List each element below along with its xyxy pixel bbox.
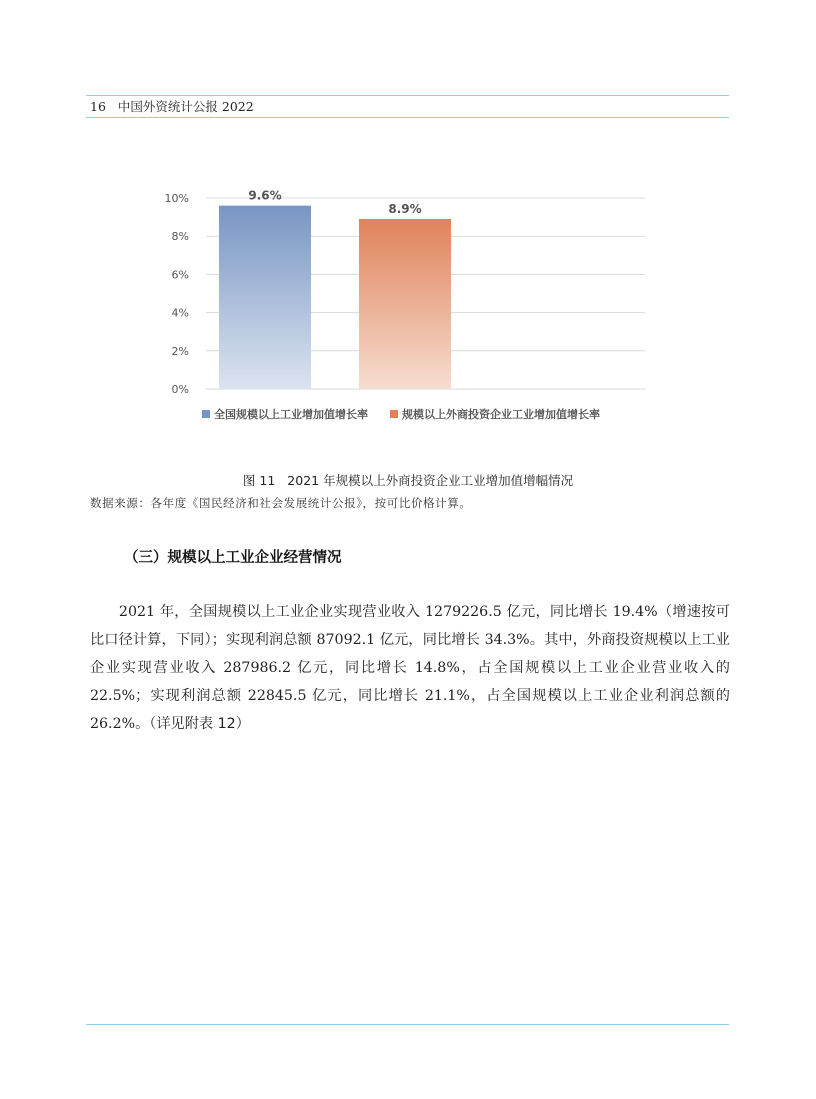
figure-caption (0, 471, 816, 489)
growth-bar-chart (150, 178, 660, 438)
y-tick-label: 10% (164, 192, 189, 205)
bar-1 (219, 206, 311, 389)
legend-label-2: 规模以上外商投资企业工业增加值增长率 (402, 408, 600, 421)
data-label-1: 9.6% (248, 188, 282, 203)
footer-rule (86, 1024, 729, 1025)
y-tick-label: 8% (171, 230, 189, 244)
figure-number: 图 11 (242, 473, 276, 488)
header-top-rule (86, 95, 729, 96)
legend-swatch-2 (390, 410, 398, 418)
figure-title: 2021 年规模以上外商投资企业工业增加值增幅情况 (287, 473, 574, 488)
y-tick-label: 2% (171, 344, 189, 358)
page-number: 16 (90, 99, 106, 114)
legend-label-1: 全国规模以上工业增加值增长率 (214, 408, 368, 421)
publication-title: 中国外资统计公报 2022 (117, 99, 254, 114)
header-bottom-rule (86, 117, 729, 118)
chart-canvas (150, 178, 660, 438)
running-header (90, 97, 254, 115)
legend-swatch-1 (202, 410, 210, 418)
paragraph-text: 2021 年，全国规模以上工业企业实现营业收入 1279226.5 亿元，同比增长 19.4%（增速按可比口径计算，下同）；实现利润总额 87092.1 亿元，同比增长 34.3%。其中，外商投资规模以上工业企业实现营业收入 287986.2 亿元，同比增长 14.8%，占全国规模以上工业企业营业收入的 22.5%；实现利润总额 22845.5 亿元，同比增长 21.1%，占全国规模以上工业企业利润总额的 26.2%。 (90, 604, 730, 732)
body-paragraph (90, 598, 730, 738)
reference-open: （详见 (149, 716, 185, 732)
section-heading: （三）规模以上工业企业经营情况 (124, 550, 342, 566)
y-tick-label: 4% (171, 306, 189, 320)
appendix-link[interactable]: 附表 12 (184, 716, 236, 732)
y-tick-label: 0% (171, 383, 189, 396)
data-label-2: 8.9% (388, 202, 422, 217)
data-source-note: 数据来源：各年度《国民经济和社会发展统计公报》，按可比价格计算。 (90, 496, 472, 510)
y-tick-label: 6% (171, 268, 189, 282)
reference-close: ） (235, 716, 250, 732)
bar-2 (359, 219, 451, 389)
